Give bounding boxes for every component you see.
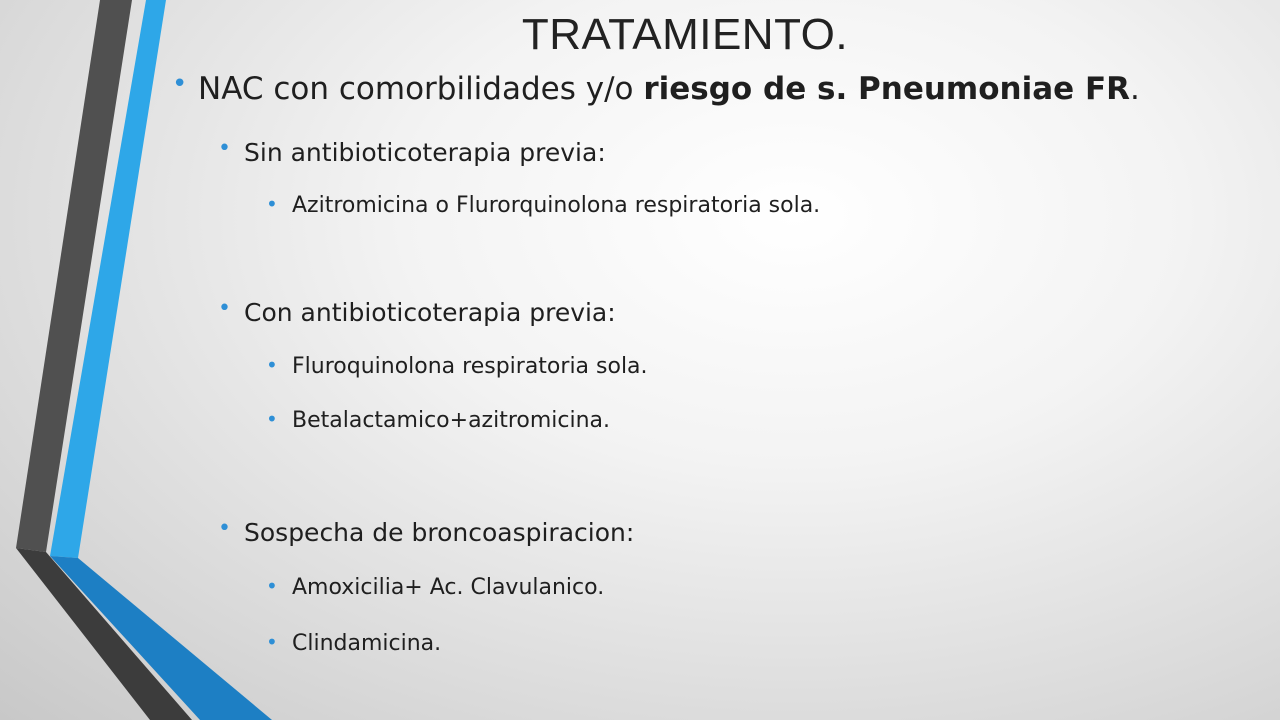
list-item <box>218 136 606 167</box>
list-item-label: Azitromicina o Flurorquinolona respiratoria sola. <box>292 193 821 218</box>
list-item-label: Clindamicina. <box>292 631 442 656</box>
list-item-label: Sin antibioticoterapia previa: <box>244 138 606 167</box>
list-item-label: Fluroquinolona respiratoria sola. <box>292 354 648 379</box>
main-text-bold: riesgo de s. Pneumoniae FR <box>643 71 1131 107</box>
list-item <box>266 192 821 218</box>
list-item <box>266 407 611 433</box>
main-text-after: . <box>1130 71 1140 107</box>
bullet-icon: • <box>266 630 278 654</box>
bullet-icon: • <box>218 136 231 161</box>
main-text-before: NAC con comorbilidades y/o <box>198 71 644 107</box>
bullet-icon: • <box>266 407 278 431</box>
bullet-icon: • <box>266 192 278 216</box>
bullet-icon: • <box>266 353 278 377</box>
list-item-label: Sospecha de broncoaspiracion: <box>244 518 635 547</box>
bullet-icon: • <box>172 69 188 99</box>
list-item <box>218 296 616 327</box>
bullet-icon: • <box>218 516 231 541</box>
list-item-label: Amoxicilia+ Ac. Clavulanico. <box>292 575 605 600</box>
main-bullet-item <box>172 69 1140 107</box>
list-item-label: Con antibioticoterapia previa: <box>244 298 616 327</box>
list-item-label: Betalactamico+azitromicina. <box>292 408 611 433</box>
list-item <box>266 630 442 656</box>
list-item <box>266 353 648 379</box>
bullet-icon: • <box>218 296 231 321</box>
bullet-icon: • <box>266 574 278 598</box>
list-item <box>218 516 635 547</box>
list-item <box>266 574 605 600</box>
slide-title: TRATAMIENTO. <box>521 10 849 59</box>
